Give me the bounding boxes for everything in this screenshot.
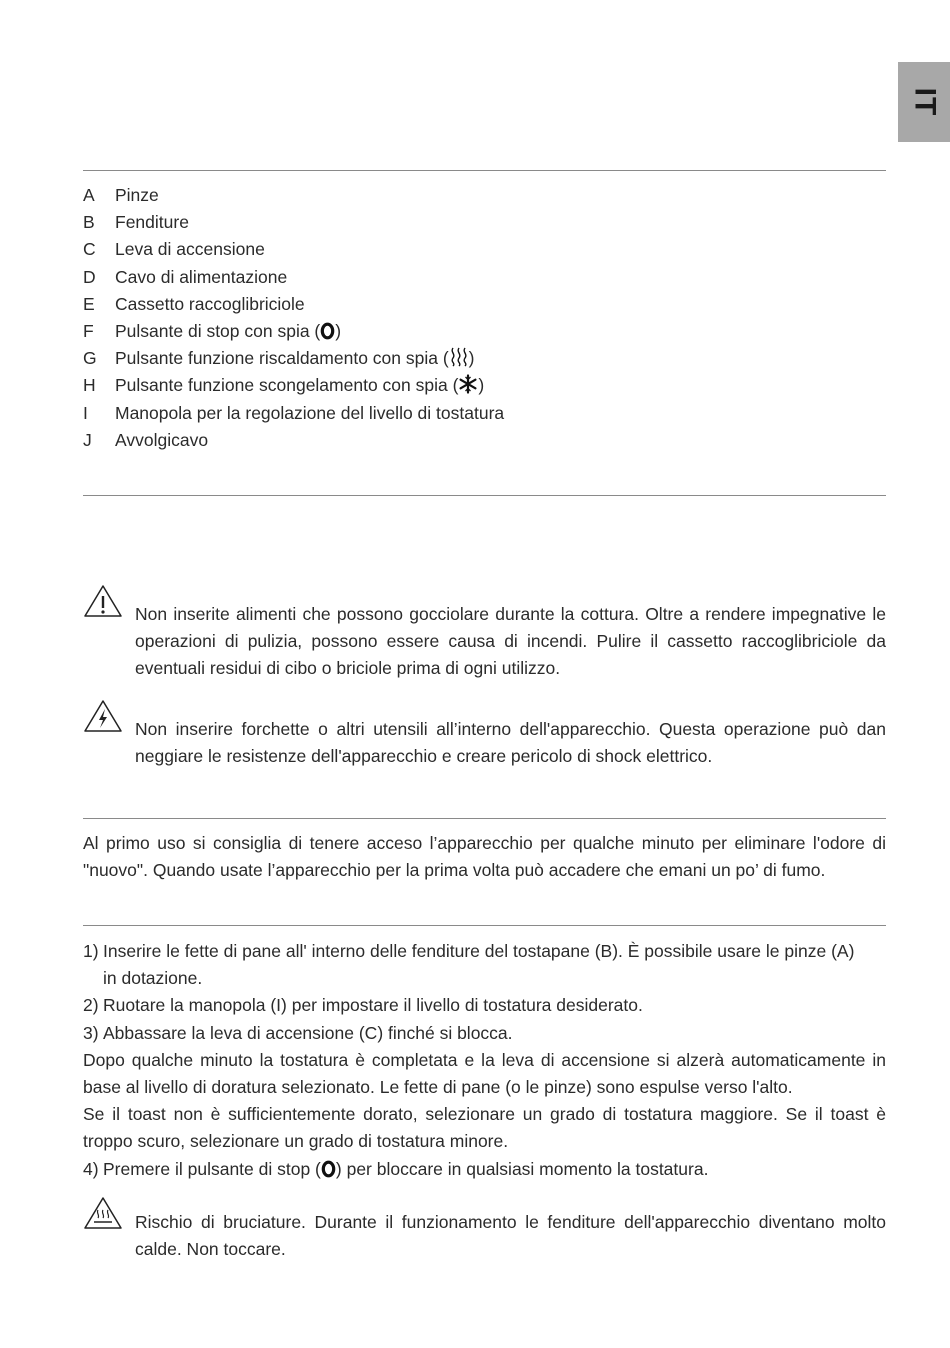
stop-icon (320, 322, 335, 340)
part-label-suffix: ) (335, 320, 342, 341)
step-number: 3) (83, 1022, 99, 1043)
part-label: Cavo di alimentazione (115, 266, 288, 287)
parts-list-item (83, 236, 504, 263)
language-tab-label: IT (907, 87, 941, 117)
step-number: 4) (83, 1158, 99, 1179)
step-number: 1) (83, 941, 99, 961)
part-label: Pulsante funzione riscaldamento con spia ( (115, 348, 449, 369)
part-label: Pulsante funzione scongelamento con spia ( (115, 375, 459, 396)
step-number: 2) (83, 995, 99, 1016)
reheat-icon (449, 347, 469, 367)
part-label-suffix: ) (478, 375, 485, 396)
divider (83, 925, 886, 926)
step-text: Abbassare la leva di accensione (C) finché si blocca. (103, 1022, 513, 1043)
language-tab (898, 62, 950, 142)
warning-hot-text: Rischio di bruciature. Durante il funzionamento le fenditure dell'apparecchio diventano molto calde. Non toccare. (135, 1212, 886, 1260)
part-label: Leva di accensione (115, 239, 265, 260)
parts-list-item (83, 264, 504, 291)
warning-general-text: Non inserite alimenti che possono gocciolare durante la cottura. Oltre a rendere impegnative le operazioni di pulizia, possono essere causa di incendi. Pulire il cassetto raccoglibriciole da eventuali residui di cibo o briciole prima di ogni utilizzo. (135, 604, 886, 679)
warning-hot (83, 1196, 886, 1263)
parts-list-item (83, 372, 504, 399)
parts-list-item (83, 400, 504, 427)
part-label: Manopola per la regolazione del livello di tostatura (115, 402, 505, 423)
part-letter: H (83, 375, 96, 396)
part-letter: D (83, 266, 96, 287)
defrost-icon (458, 374, 478, 394)
parts-list-item (83, 318, 504, 345)
note-paragraph: Se il toast non è sufficientemente dorato, selezionare un grado di tostatura maggiore. Se il toast è troppo scuro, selezionare un grado di tostatura minore. (83, 1104, 886, 1152)
part-letter: A (83, 185, 95, 205)
warning-electric-text: Non inserire forchette o altri utensili all’interno dell'apparecchio. Questa operazione può dan neggiare le resistenze dell'apparecchio e creare pericolo di shock elettrico. (135, 719, 886, 767)
step-3 (83, 1020, 886, 1047)
part-letter: I (83, 402, 88, 423)
part-letter: E (83, 293, 95, 314)
parts-list-item (83, 291, 504, 318)
parts-list (83, 182, 504, 454)
divider (83, 818, 886, 819)
step-4 (83, 1156, 886, 1183)
instructions (83, 938, 886, 1183)
parts-list-item (83, 182, 504, 209)
warning-general (83, 584, 886, 683)
parts-list-item (83, 345, 504, 372)
part-label-suffix: ) (468, 348, 475, 369)
parts-list-item (83, 427, 504, 454)
part-label: Pulsante di stop con spia ( (115, 320, 321, 341)
hot-surface-icon (83, 1196, 123, 1230)
part-letter: C (83, 239, 96, 260)
step-text: Premere il pulsante di stop ( (103, 1158, 321, 1179)
warning-triangle-icon (83, 584, 123, 618)
step-text-suffix: ) per bloccare in qualsiasi momento la tostatura. (335, 1158, 709, 1179)
part-letter: F (83, 320, 94, 341)
step-text: Inserire le fette di pane all' interno delle fenditure del tostapane (B). È possibile usare le pinze (A) (103, 941, 855, 961)
first-use-paragraph: Al primo uso si consiglia di tenere acceso l’apparecchio per qualche minuto per eliminare l'odore di "nuovo". Quando usate l’apparecchio per la prima volta può accadere che emani un po’ di fumo. (83, 833, 886, 881)
warning-electric (83, 699, 886, 770)
step-1-continuation: in dotazione. (103, 968, 203, 989)
parts-list-item (83, 209, 504, 236)
divider (83, 495, 886, 496)
part-letter: J (83, 429, 92, 450)
step-2 (83, 992, 886, 1019)
part-label: Pinze (115, 185, 159, 205)
part-letter: B (83, 212, 95, 233)
electric-hazard-icon (83, 699, 123, 733)
stop-icon (321, 1160, 336, 1178)
step-1 (83, 938, 886, 965)
part-label: Fenditure (115, 212, 189, 233)
note-paragraph: Dopo qualche minuto la tostatura è completata e la leva di accensione si alzerà automaticamente in base al livello di doratura selezionato. Le fette di pane (o le pinze) sono espulse verso l'alto. (83, 1049, 886, 1098)
step-text: Ruotare la manopola (I) per impostare il livello di tostatura desiderato. (103, 995, 643, 1016)
part-label: Avvolgicavo (115, 429, 209, 450)
part-label: Cassetto raccoglibriciole (115, 293, 305, 314)
divider (83, 170, 886, 171)
part-letter: G (83, 348, 97, 369)
